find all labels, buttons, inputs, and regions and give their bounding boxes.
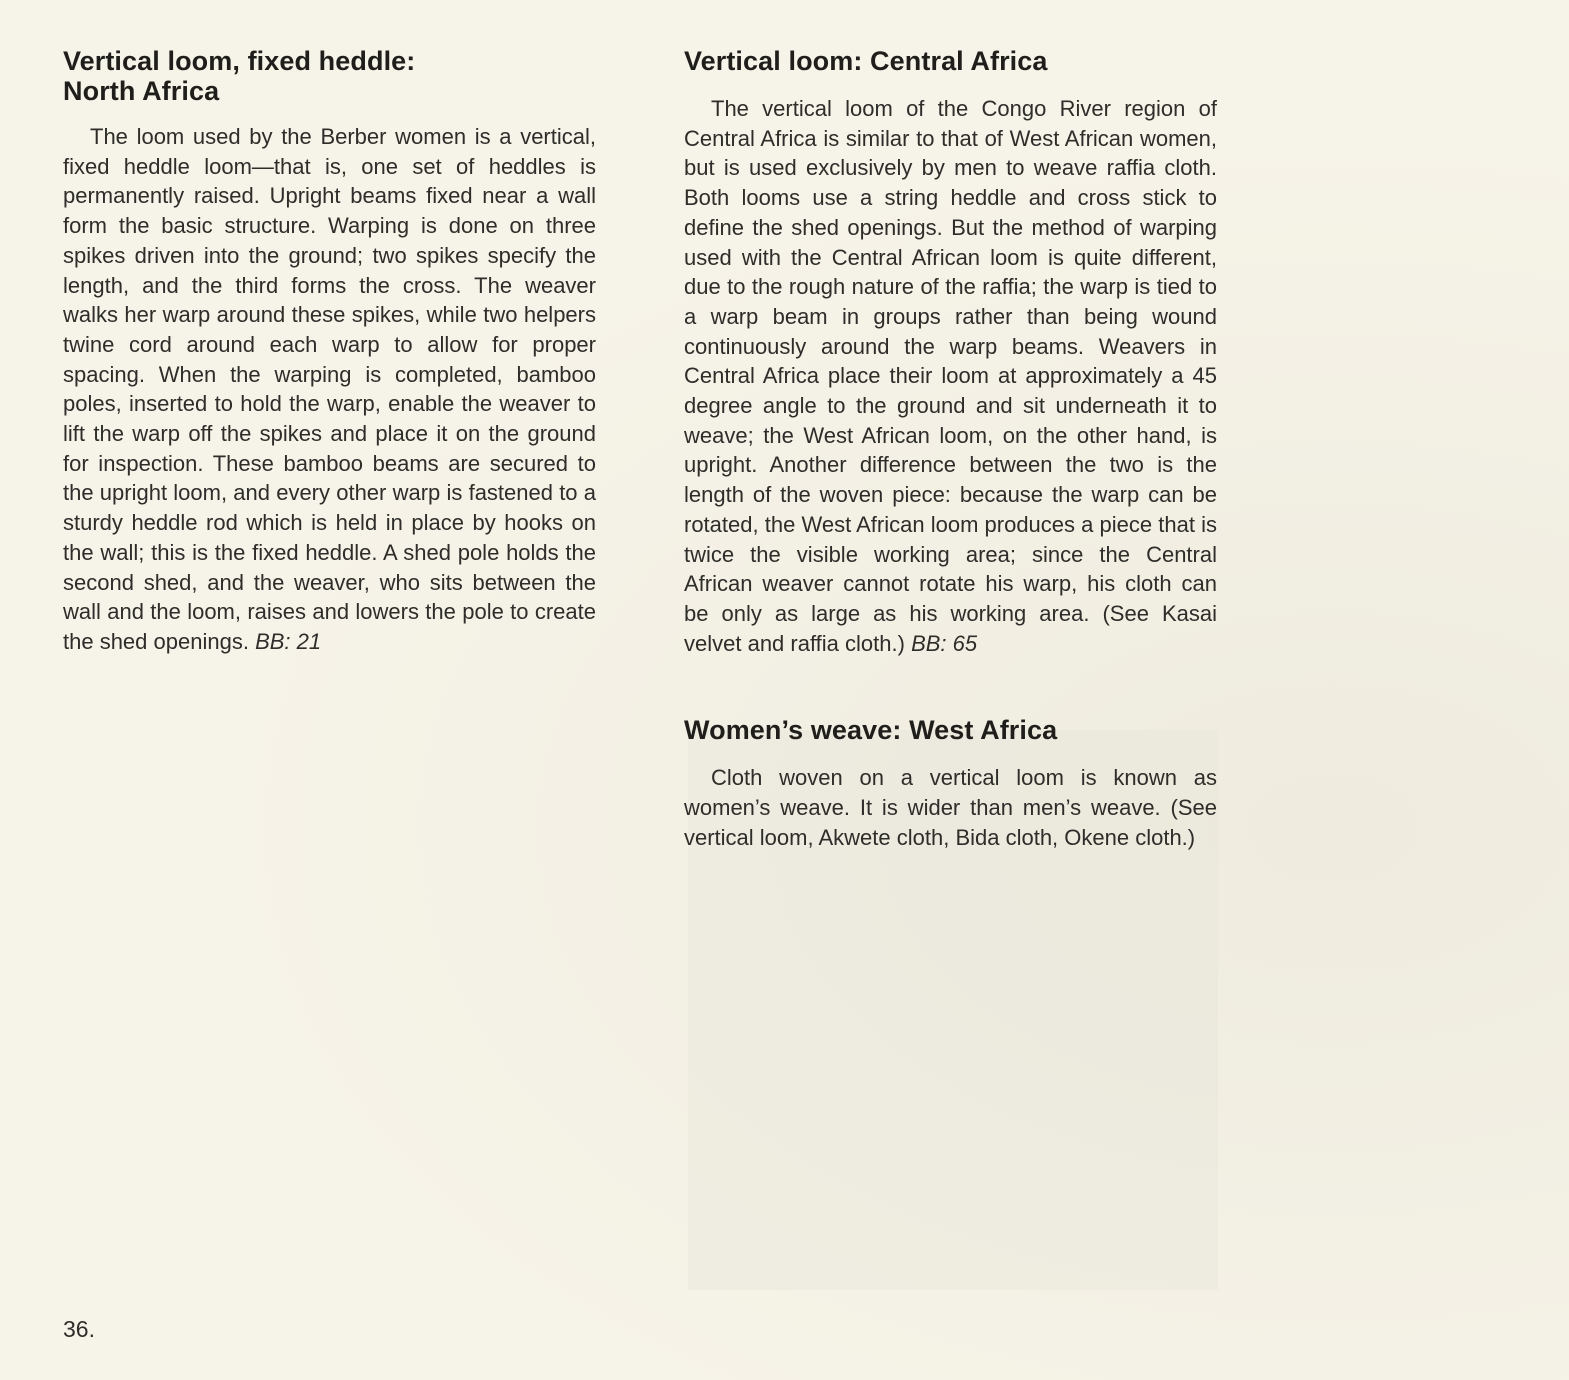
body-text: The vertical loom of the Congo River region of Central Africa is similar to that of West African women, but is used exclusively by men to weave raffia cloth. Both looms use a string heddle and cross stick to define the shed openings. But the method of warping used with the Central African loom is quite different, due to the rough nature of the raffia; the warp is tied to a warp beam in groups rather than being wound continuously around the warp beams. Weavers in Central Africa place their loom at approximately a 45 degree angle to the ground and sit underneath it to weave; the West African loom, on the other hand, is upright. Another difference between the two is the length of the woven piece: because the warp can be rotated, the West African loom produces a piece that is twice the visible working area; since the Central African weaver cannot rotate his warp, his cloth can be only as large as his working area. (See Kasai velvet and raffia cloth.) <box>684 96 1217 656</box>
section-title-womens-weave: Women’s weave: West Africa <box>684 715 1058 746</box>
citation: BB: 21 <box>255 628 322 654</box>
section-body-womens-weave: Cloth woven on a vertical loom is known as women’s weave. It is wider than men’s weave. (See vertical loom, Akwete cloth, Bida cloth, Okene cloth.) <box>684 765 1217 850</box>
title-line-1: Vertical loom, fixed heddle: <box>63 46 416 76</box>
body-text: The loom used by the Berber women is a vertical, fixed heddle loom—that is, one set of heddles is permanently raised. Upright beams fixed near a wall form the basic structure. Warping is done on three spikes driven into the ground; two spikes specify the length, and the third forms the cross. The weaver walks her warp around these spikes, while two helpers twine cord around each warp to allow for proper spacing. When the warping is completed, bamboo poles, inserted to hold the warp, enable the weaver to lift the warp off the spikes and place it on the ground for inspection. These bamboo beams are secured to the upright loom, and every other warp is fastened to a sturdy heddle rod which is held in place by hooks on the wall; this is the fixed heddle. A shed pole holds the second shed, and the weaver, who sits between the wall and the loom, raises and lowers the pole to create the shed openings. <box>63 124 596 654</box>
section-body-north-africa <box>63 122 596 657</box>
left-column <box>63 46 596 657</box>
section-central-africa <box>684 46 1217 658</box>
right-column <box>684 46 1217 852</box>
title-line-2: North Africa <box>63 76 220 106</box>
page-number: 36. <box>63 1316 95 1342</box>
section-title-vertical-loom-north-africa <box>63 46 596 106</box>
section-title-central-africa: Vertical loom: Central Africa <box>684 46 1048 76</box>
section-body-central-africa <box>684 94 1217 658</box>
section-womens-weave <box>684 715 1217 852</box>
citation: BB: 65 <box>911 630 978 656</box>
